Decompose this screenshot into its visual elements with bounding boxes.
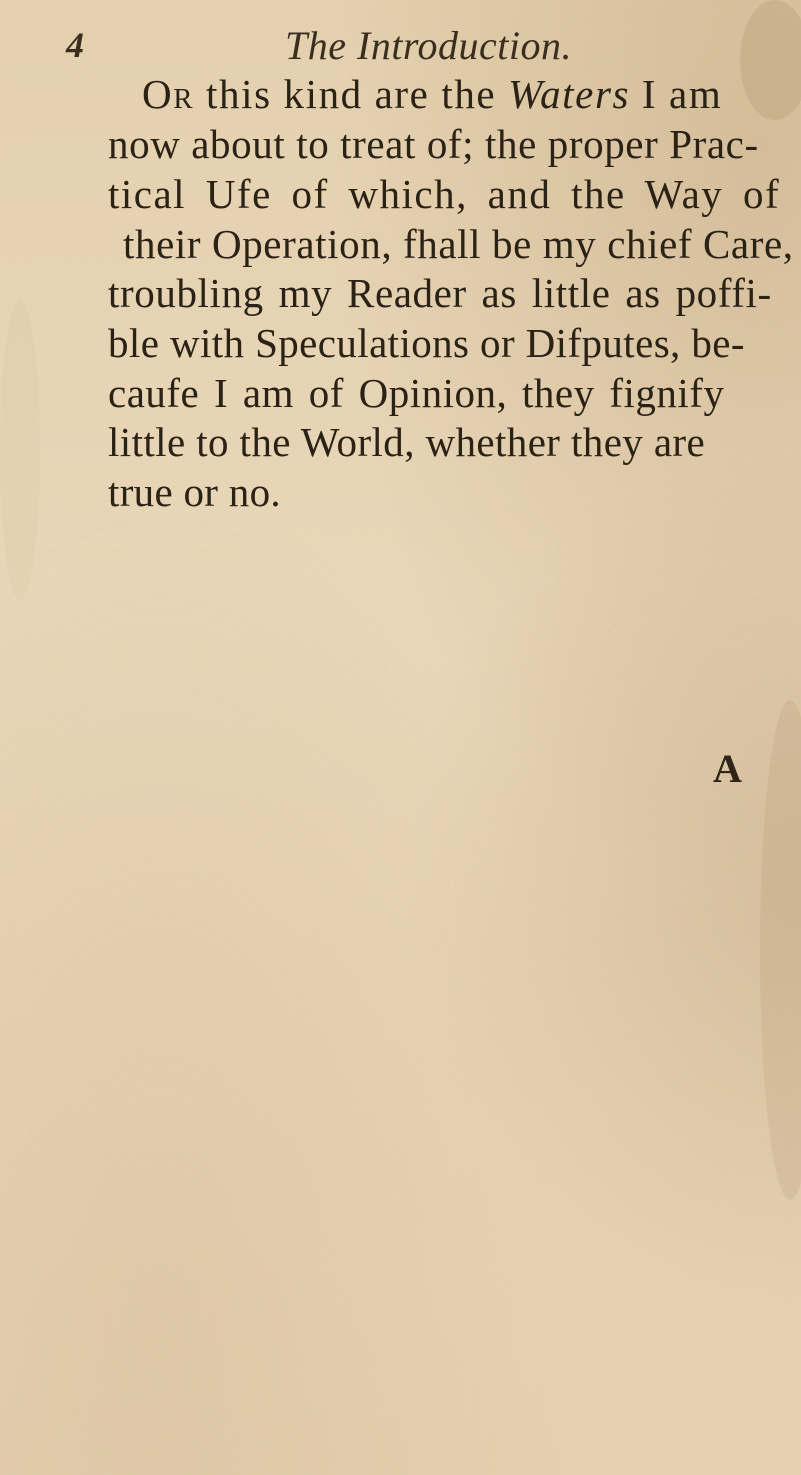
paper-stain — [740, 0, 801, 120]
text-line: troubling my Reader as little as poffi- — [108, 270, 772, 316]
text-fragment: I am — [630, 71, 723, 117]
text-line: little to the World, whether they are — [108, 419, 706, 465]
running-title: The Introduction. — [285, 23, 572, 68]
italic-word: Waters — [508, 71, 631, 117]
paper-stain — [760, 700, 801, 1200]
paper-stain — [0, 300, 40, 600]
text-line: now about to treat of; the proper Prac- — [108, 121, 759, 167]
text-line — [142, 70, 722, 120]
text-line: ble with Speculations or Difputes, be- — [108, 320, 745, 366]
text-fragment: this kind are the — [194, 71, 509, 117]
text-line: their Operation, fhall be my chief Care, — [123, 221, 794, 267]
opening-word: Or — [142, 71, 195, 117]
text-line: true or no. — [108, 469, 281, 515]
page-number: 4 — [66, 25, 84, 65]
catchword: A — [713, 746, 742, 791]
text-line: caufe I am of Opinion, they fignify — [108, 370, 725, 416]
text-line: tical Ufe of which, and the Way of — [108, 171, 781, 217]
